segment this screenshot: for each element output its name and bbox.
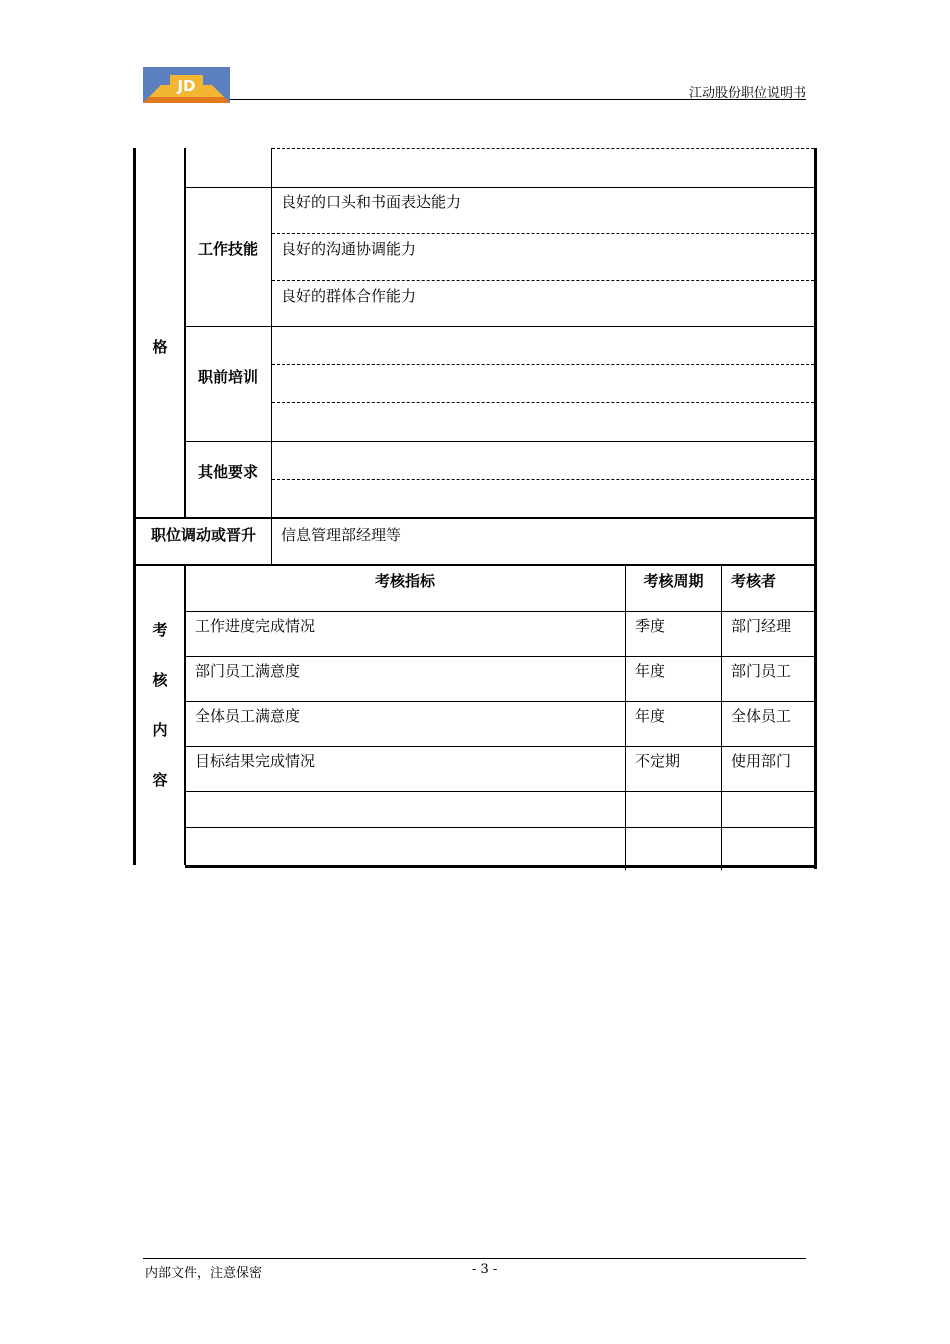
table-cell-assessor: 使用部门 bbox=[731, 752, 792, 770]
page-number: - 3 - bbox=[472, 1262, 498, 1277]
confidential-notice: 内部文件，注意保密 bbox=[145, 1266, 263, 1281]
logo-text: JD bbox=[177, 77, 196, 95]
table-cell-assessor: 全体员工 bbox=[731, 707, 792, 725]
header-assessor: 考核者 bbox=[731, 572, 777, 590]
table-cell-cycle: 季度 bbox=[635, 617, 666, 635]
table-left-border bbox=[133, 148, 136, 865]
table-right-border bbox=[814, 148, 817, 869]
table-cell-indicator: 工作进度完成情况 bbox=[195, 617, 316, 635]
table-cell-assessor: 部门经理 bbox=[731, 617, 792, 635]
footer-rule bbox=[143, 1258, 806, 1259]
skill-item: 良好的群体合作能力 bbox=[281, 287, 417, 305]
assessment-group-label: 核 bbox=[152, 671, 168, 689]
skill-item: 良好的沟通协调能力 bbox=[281, 240, 417, 258]
promotion-value: 信息管理部经理等 bbox=[281, 526, 402, 544]
qualification-group-label: 格 bbox=[152, 338, 168, 356]
company-logo bbox=[143, 67, 230, 103]
table-cell-indicator: 全体员工满意度 bbox=[195, 707, 301, 725]
table-cell-cycle: 年度 bbox=[635, 662, 666, 680]
header-cycle: 考核周期 bbox=[643, 572, 704, 590]
header-indicator: 考核指标 bbox=[374, 572, 435, 590]
table-cell-indicator: 目标结果完成情况 bbox=[195, 752, 316, 770]
job-description-table bbox=[133, 148, 817, 867]
assessment-group-label: 容 bbox=[152, 771, 168, 789]
assessment-group-label: 考 bbox=[152, 621, 168, 639]
table-bottom-border bbox=[185, 865, 817, 868]
skills-label: 工作技能 bbox=[197, 240, 258, 258]
training-label: 职前培训 bbox=[197, 368, 258, 386]
table-cell-cycle: 年度 bbox=[635, 707, 666, 725]
promotion-label: 职位调动或晋升 bbox=[150, 526, 256, 544]
table-cell-assessor: 部门员工 bbox=[731, 662, 792, 680]
assessment-group-label: 内 bbox=[152, 721, 168, 739]
document-title: 江动股份职位说明书 bbox=[688, 86, 806, 101]
table-cell-indicator: 部门员工满意度 bbox=[195, 662, 301, 680]
skill-item: 良好的口头和书面表达能力 bbox=[281, 193, 462, 211]
other-requirements-label: 其他要求 bbox=[197, 463, 258, 481]
table-cell-cycle: 不定期 bbox=[635, 752, 681, 770]
